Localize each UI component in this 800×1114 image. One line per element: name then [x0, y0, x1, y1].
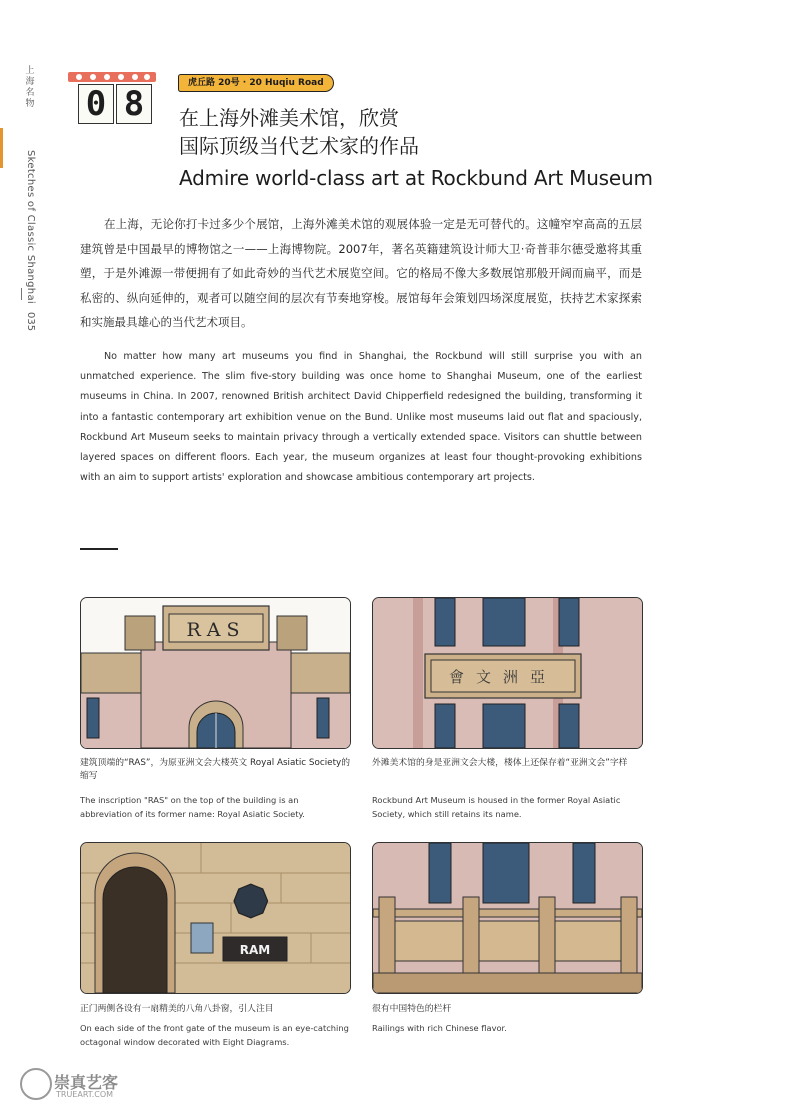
railings-drawing — [373, 843, 642, 993]
entry-number-digit-2: 8 — [116, 84, 152, 124]
watermark-circle-icon — [20, 1068, 52, 1100]
ras-facade-drawing — [81, 598, 350, 748]
society-sign-text: 會文洲亞 — [448, 668, 558, 686]
illustration-ras-facade — [80, 597, 351, 749]
illustration-front-gate — [80, 842, 351, 994]
page-title-cn — [179, 104, 419, 160]
section-divider — [80, 548, 118, 550]
entry-number-tag — [68, 72, 156, 130]
illustration-society-sign — [372, 597, 643, 749]
caption-4-en: Railings with rich Chinese flavor. — [372, 1023, 507, 1033]
front-gate-drawing — [81, 843, 350, 993]
caption-1-cn: 建筑顶端的“RAS”，为原亚洲文会大楼英文 Royal Asiatic Society的缩写 — [80, 758, 351, 781]
page-title-cn-line-1: 在上海外滩美术馆，欣赏 — [179, 106, 399, 130]
society-sign-drawing — [373, 598, 642, 748]
entry-number-digit-1: 0 — [78, 84, 114, 124]
watermark-logo — [14, 1068, 124, 1102]
body-text-en: No matter how many art museums you find in Shanghai, the Rockbund will still surprise you with an unmatched experience. The slim five-story building was once home to Shanghai Museum, one of the earliest museums in China. In 2007, renowned British architect David Chipperfield redesigned the building, transforming it into a fantastic contemporary art exhibition venue on the Bund. Unlike most museums laid out flat and spaciously, Rockbund Art Museum seeks to maintain privacy through a vertically extended space. Visitors can shuttle between layered spaces on different floors. Each year, the museum organizes at least four thought-provoking exhibitions with an aim to support artists' exploration and showcase ambitious contemporary art projects. — [80, 351, 642, 484]
caption-3-en: On each side of the front gate of the museum is an eye-catching octagonal window decorated with Eight Diagrams. — [80, 1023, 349, 1047]
spine-book-title-cn: 上海名物 — [25, 66, 35, 109]
calendar-binding-bar — [68, 72, 156, 82]
spine-accent-bar — [0, 128, 3, 168]
body-text-cn: 在上海，无论你打卡过多少个展馆，上海外滩美术馆的观展体验一定是无可替代的。这幢窄窄高高的五层建筑曾是中国最早的博物馆之一——上海博物院。2007年，著名英籍建筑设计师大卫·奇普菲尔德受邀将其重塑，于是外滩源一带便拥有了如此奇妙的当代艺术展览空间。它的格局不像大多数展馆那般开阔而扁平，而是私密的、纵向延伸的，观者可以随空间的层次有节奏地穿梭。展馆每年会策划四场深度展览，扶持艺术家探索和实施最具雄心的当代艺术项目。 — [80, 217, 642, 329]
spine-separator — [21, 288, 22, 300]
page-number: 035 — [25, 312, 36, 332]
spine — [0, 0, 40, 1114]
caption-1-en: The inscription "RAS" on the top of the building is an abbreviation of its former name: Royal Asiatic Society. — [80, 795, 305, 819]
address-tag: 虎丘路 20号 · 20 Huqiu Road — [178, 74, 334, 92]
watermark-name-en: TRUEART.COM — [56, 1090, 114, 1099]
watermark-name-cn: 崇真艺客 — [54, 1073, 119, 1092]
spine-book-title-en: Sketches of Classic Shanghai — [25, 150, 36, 304]
caption-3-cn: 正门两侧各设有一扇精美的八角八卦窗，引人注目 — [80, 1004, 274, 1014]
page-title-en: Admire world-class art at Rockbund Art Museum — [179, 166, 653, 190]
caption-4-cn: 很有中国特色的栏杆 — [372, 1004, 452, 1014]
page-title-cn-line-2: 国际顶级当代艺术家的作品 — [179, 134, 419, 158]
caption-2-cn: 外滩美术馆的身是亚洲文会大楼，楼体上还保存着“亚洲文会”字样 — [372, 758, 628, 768]
ram-sign-text: RAM — [239, 943, 271, 957]
caption-2-en: Rockbund Art Museum is housed in the former Royal Asiatic Society, which still retains its name. — [372, 795, 621, 819]
ras-sign-text: RAS — [186, 619, 246, 641]
illustration-railings — [372, 842, 643, 994]
